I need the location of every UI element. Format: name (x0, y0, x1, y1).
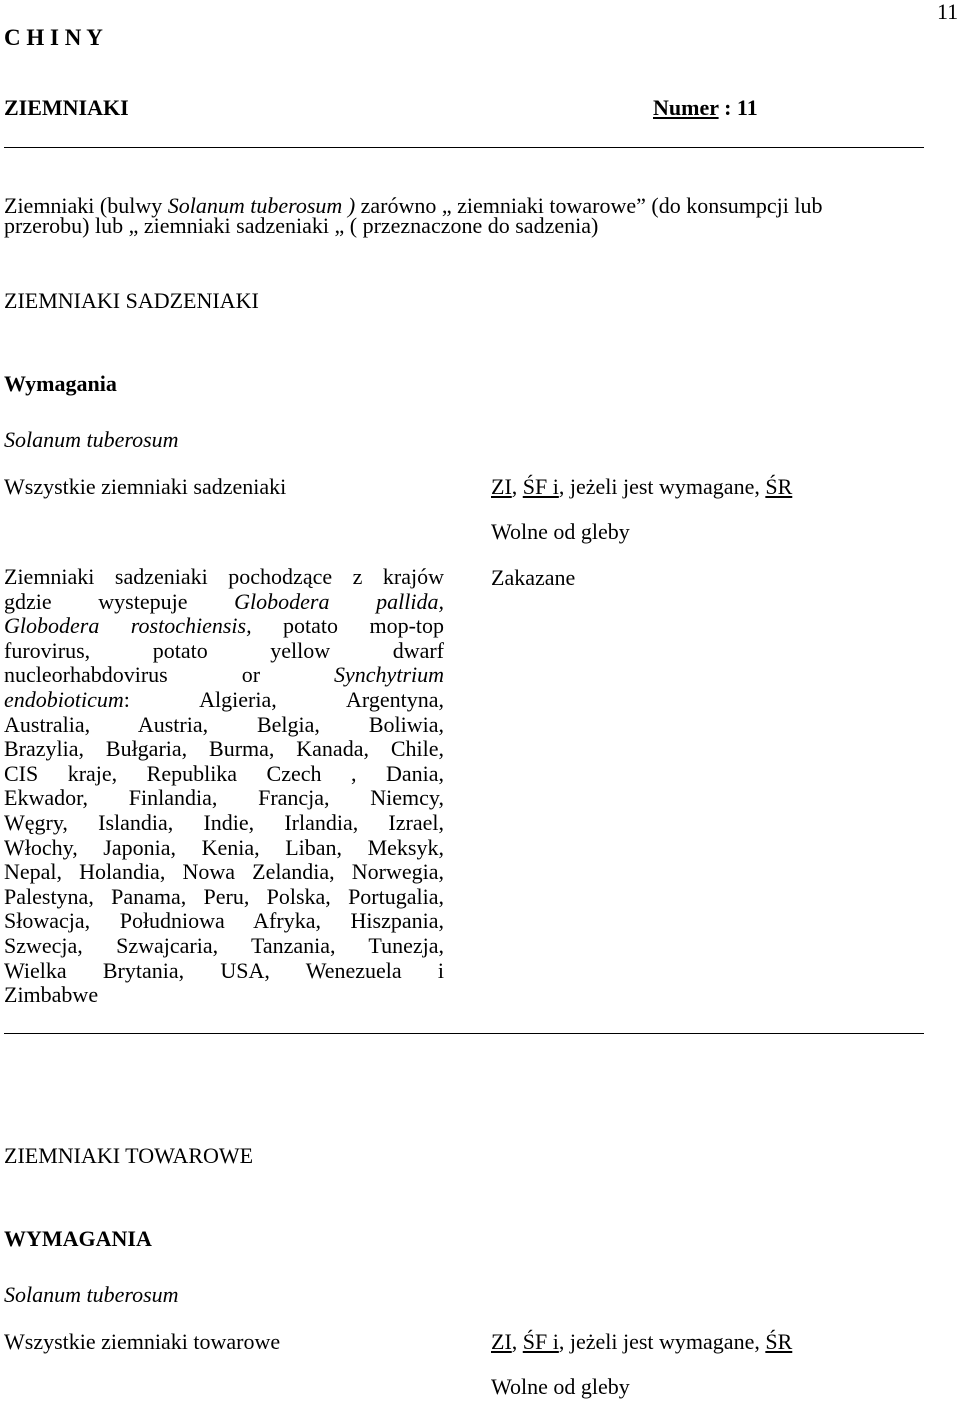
origin-line (4, 713, 444, 738)
numer-label-text: Numer (653, 95, 719, 120)
seed-req-sep: , (511, 474, 523, 499)
seed-section-title: ZIEMNIAKI SADZENIAKI (4, 288, 259, 313)
origin-line (4, 860, 444, 885)
ware-req-sr: ŚR (765, 1329, 793, 1354)
ware-req-sf: ŚF i (522, 1329, 559, 1354)
origin-text: Słowacja, Południowa Afryka, Hiszpania, (4, 908, 444, 934)
seed-prohibited: Zakazane (491, 565, 576, 590)
origin-text: Brazylia, Bułgaria, Burma, Kanada, Chile, (4, 736, 444, 762)
section-divider (4, 1033, 924, 1034)
seed-soil-free: Wolne od gleby (491, 519, 630, 544)
species-name: Globodera pallida, (234, 588, 444, 614)
seed-requirements-label: Wymagania (4, 371, 117, 396)
origin-text: nucleorhabdovirus or (4, 662, 335, 688)
origin-line (4, 959, 444, 984)
species-name: endobioticum (4, 686, 124, 712)
ware-section-title: ZIEMNIAKI TOWAROWE (4, 1143, 254, 1168)
origin-text: Szwecja, Szwajcaria, Tanzania, Tunezja, (4, 932, 444, 958)
origin-text: CIS kraje, Republika Czech , Dania, (4, 760, 444, 786)
origin-line (4, 762, 444, 787)
species-name: Globodera rostochiensis, (4, 613, 252, 639)
origin-text: Zimbabwe (4, 982, 99, 1008)
origin-line (4, 639, 444, 664)
ware-all-label: Wszystkie ziemniaki towarowe (4, 1329, 281, 1354)
origin-line (4, 811, 444, 836)
intro-text-a: Ziemniaki (bulwy (4, 193, 168, 218)
ware-req-sep: , (511, 1329, 523, 1354)
ware-species: Solanum tuberosum (4, 1282, 179, 1307)
ware-soil-free: Wolne od gleby (491, 1374, 630, 1399)
origin-line (4, 786, 444, 811)
origin-text: : Algieria, Argentyna, (123, 686, 444, 712)
seed-origin-paragraph (4, 565, 444, 1008)
seed-req-sr: ŚR (765, 474, 793, 499)
origin-line (4, 737, 444, 762)
origin-line (4, 934, 444, 959)
origin-text: potato mop-top (251, 613, 445, 639)
origin-text: furovirus, potato yellow dwarf (4, 637, 444, 663)
seed-all-label: Wszystkie ziemniaki sadzeniaki (4, 474, 287, 499)
origin-text: Włochy, Japonia, Kenia, Liban, Meksyk, (4, 834, 444, 860)
origin-text: Ekwador, Finlandia, Francja, Niemcy, (4, 785, 444, 811)
page-number: 11 (937, 0, 959, 24)
ware-requirements-label: WYMAGANIA (4, 1226, 152, 1251)
origin-text: Ziemniaki sadzeniaki pochodzące z krajów (4, 564, 444, 589)
ware-requirement-codes (491, 1330, 792, 1355)
ware-req-zi: ZI (491, 1329, 512, 1354)
origin-text: Nepal, Holandia, Nowa Zelandia, Norwegia, (4, 859, 444, 885)
origin-line (4, 688, 444, 713)
numer-label (653, 96, 758, 121)
origin-text: Wielka Brytania, USA, Wenezuela i (4, 957, 444, 983)
numer-value: : 11 (718, 95, 758, 120)
origin-line (4, 909, 444, 934)
origin-text: Węgry, Islandia, Indie, Irlandia, Izrael, (4, 809, 444, 835)
seed-requirement-codes (491, 475, 792, 500)
origin-text: Palestyna, Panama, Peru, Polska, Portugalia, (4, 883, 444, 909)
origin-line (4, 836, 444, 861)
intro-species: Solanum tuberosum ) (167, 193, 356, 218)
species-name: Synchytrium (334, 662, 444, 688)
origin-line (4, 885, 444, 910)
origin-line (4, 565, 444, 590)
origin-line (4, 983, 444, 1008)
origin-text: Australia, Austria, Belgia, Boliwia, (4, 711, 444, 737)
seed-req-sf: ŚF i (522, 474, 559, 499)
seed-req-mid: , jeżeli jest wymagane, (558, 474, 766, 499)
origin-line (4, 663, 444, 688)
ware-req-mid: , jeżeli jest wymagane, (558, 1329, 766, 1354)
heading-divider (4, 147, 924, 148)
intro-text-b: zarówno „ ziemniaki towarowe” (do konsumpcji lub (355, 193, 823, 218)
origin-line (4, 614, 444, 639)
intro-line-2: przerobu) lub „ ziemniaki sadzeniaki „ ( przeznaczone do sadzenia) (4, 213, 599, 238)
seed-species: Solanum tuberosum (4, 427, 179, 452)
origin-line (4, 590, 444, 615)
product-title: ZIEMNIAKI (4, 95, 129, 120)
seed-req-zi: ZI (491, 474, 512, 499)
country-title: C H I N Y (4, 25, 103, 50)
origin-text: gdzie wystepuje (4, 588, 235, 614)
